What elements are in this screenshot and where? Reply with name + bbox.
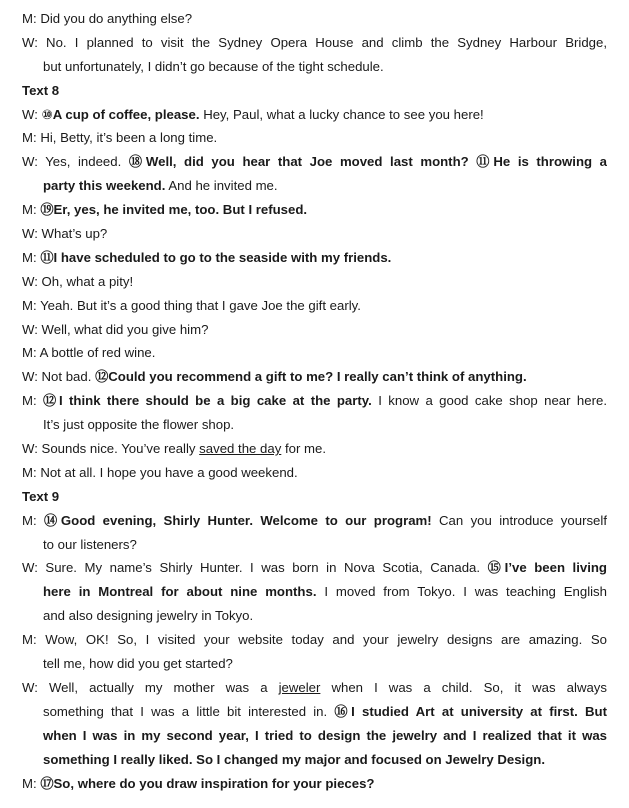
text-segment: Text 9 bbox=[22, 488, 60, 504]
text-segment: M: bbox=[22, 393, 44, 409]
text-segment: M: Not at all. I hope you have a good weekend. bbox=[22, 464, 298, 480]
transcript-line bbox=[22, 294, 607, 318]
transcript-line bbox=[22, 437, 607, 461]
text-segment: W: Well, what did you give him? bbox=[22, 321, 209, 337]
text-segment: M: Hi, Betty, it’s been a long time. bbox=[22, 130, 218, 146]
section-heading bbox=[22, 485, 607, 509]
text-segment: W: Sounds nice. You’ve really bbox=[22, 441, 200, 457]
bold-phrase: ⑱Well, did you hear that Joe moved last month? ⑪He is throwing a bbox=[128, 154, 607, 170]
text-segment: W: bbox=[22, 106, 42, 122]
bold-phrase: ⑭Good evening, Shirly Hunter. Welcome to our program! bbox=[44, 512, 432, 528]
text-segment: W: Sure. My name’s Shirly Hunter. I was born in Nova Scotia, Canada. bbox=[22, 560, 488, 576]
text-segment: for me. bbox=[281, 441, 326, 457]
section-heading bbox=[22, 79, 607, 103]
text-segment: Text 8 bbox=[22, 82, 60, 98]
transcript-line bbox=[22, 31, 607, 55]
transcript-line bbox=[22, 222, 607, 246]
text-segment: I know a good cake shop near here. bbox=[371, 393, 607, 409]
text-segment: M: bbox=[22, 775, 41, 791]
transcript-line bbox=[22, 174, 607, 198]
bold-phrase: ⑰So, where do you draw inspiration for your pieces? bbox=[40, 775, 375, 791]
bold-phrase: here in Montreal for about nine months. bbox=[43, 584, 317, 600]
text-segment: when I was a child. So, it was always bbox=[320, 679, 607, 695]
transcript-line bbox=[22, 628, 607, 652]
bold-phrase: ⑫Could you recommend a gift to me? I really can’t think of anything. bbox=[95, 369, 527, 385]
text-segment: W: No. I planned to visit the Sydney Opera House and climb the Sydney Harbour Bridge, bbox=[22, 34, 607, 50]
transcript-line bbox=[22, 55, 607, 79]
text-segment: And he invited me. bbox=[165, 178, 278, 194]
text-segment: M: bbox=[22, 249, 41, 265]
transcript-line bbox=[22, 318, 607, 342]
text-segment: Hey, Paul, what a lucky chance to see you here! bbox=[199, 106, 484, 122]
bold-phrase: ⑩A cup of coffee, please. bbox=[41, 106, 200, 122]
transcript-line bbox=[22, 556, 607, 580]
transcript-line bbox=[22, 246, 607, 270]
transcript-line bbox=[22, 270, 607, 294]
text-segment: tell me, how did you get started? bbox=[43, 656, 233, 672]
transcript-line bbox=[22, 533, 607, 557]
text-segment: W: Well, actually my mother was a bbox=[22, 679, 279, 695]
transcript-line bbox=[22, 604, 607, 628]
transcript-line bbox=[22, 724, 607, 748]
text-segment: M: bbox=[22, 512, 45, 528]
text-segment: and also designing jewelry in Tokyo. bbox=[43, 608, 254, 624]
text-segment: M: Yeah. But it’s a good thing that I gave Joe the gift early. bbox=[22, 297, 361, 313]
transcript-line bbox=[22, 461, 607, 485]
transcript-line bbox=[22, 676, 607, 700]
transcript-line bbox=[22, 198, 607, 222]
text-segment: W: What’s up? bbox=[22, 226, 108, 242]
text-segment: W: Yes, indeed. bbox=[22, 154, 129, 170]
transcript-line bbox=[22, 509, 607, 533]
transcript-line bbox=[22, 413, 607, 437]
transcript-line bbox=[22, 7, 607, 31]
transcript-line bbox=[22, 103, 607, 127]
underlined-phrase: saved the day bbox=[199, 441, 282, 457]
transcript-line bbox=[22, 772, 607, 796]
text-segment: Can you introduce yourself bbox=[431, 512, 607, 528]
text-segment: M: Did you do anything else? bbox=[22, 11, 193, 26]
underlined-phrase: jeweler bbox=[278, 679, 321, 695]
text-segment: W: Oh, what a pity! bbox=[22, 273, 134, 289]
bold-phrase: party this weekend. bbox=[43, 178, 166, 194]
bold-phrase: ⑮I’ve been living bbox=[487, 560, 607, 576]
text-segment: M: A bottle of red wine. bbox=[22, 345, 156, 361]
bold-phrase: ⑪I have scheduled to go to the seaside with my friends. bbox=[40, 249, 392, 265]
text-segment: but unfortunately, I didn’t go because of the tight schedule. bbox=[43, 58, 384, 74]
text-segment: to our listeners? bbox=[43, 536, 137, 552]
text-segment: M: bbox=[22, 202, 41, 218]
bold-phrase: ⑲Er, yes, he invited me, too. But I refused. bbox=[40, 202, 308, 218]
transcript-line bbox=[22, 365, 607, 389]
transcript-line bbox=[22, 652, 607, 676]
text-segment: M: Wow, OK! So, I visited your website today and your jewelry designs are amazing. So bbox=[22, 632, 607, 648]
bold-phrase: when I was in my second year, I tried to design the jewelry and I realized that it was bbox=[43, 727, 607, 743]
bold-phrase: ⑯I studied Art at university at first. But bbox=[334, 703, 607, 719]
text-segment: I moved from Tokyo. I was teaching English bbox=[316, 584, 607, 600]
bold-phrase: something I really liked. So I changed my major and focused on Jewelry Design. bbox=[43, 751, 545, 767]
transcript-line bbox=[22, 341, 607, 365]
transcript-line bbox=[22, 389, 607, 413]
transcript-line bbox=[22, 580, 607, 604]
transcript-line bbox=[22, 748, 607, 772]
text-segment: W: Not bad. bbox=[22, 369, 96, 385]
transcript-line bbox=[22, 126, 607, 150]
transcript-line bbox=[22, 700, 607, 724]
transcript-line bbox=[22, 150, 607, 174]
text-segment: something that I was a little bit interested in. bbox=[43, 703, 335, 719]
text-segment: It’s just opposite the flower shop. bbox=[43, 417, 235, 433]
bold-phrase: ⑫I think there should be a big cake at the party. bbox=[43, 393, 372, 409]
